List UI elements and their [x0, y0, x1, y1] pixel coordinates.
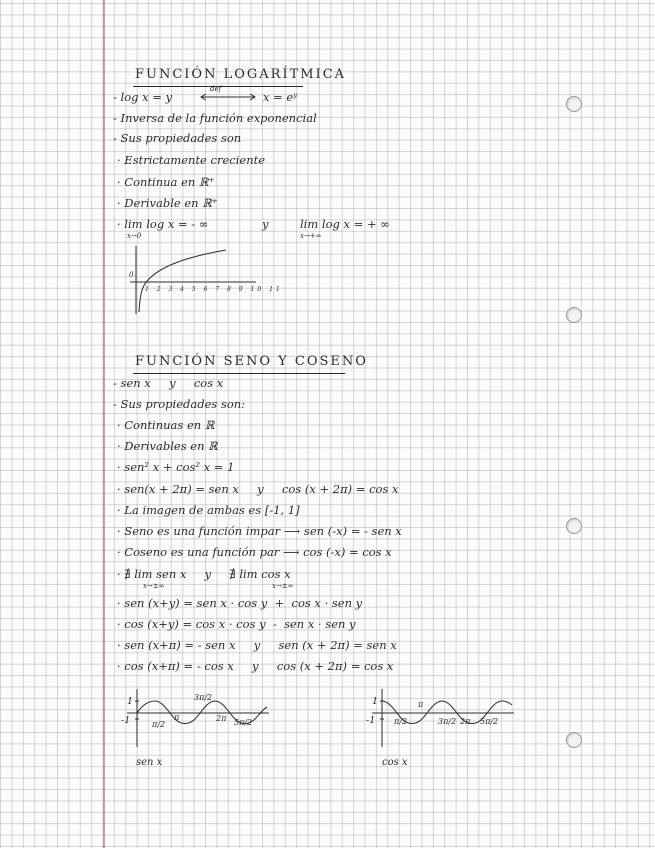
trig-limits-sub: x→±∞	[143, 582, 165, 590]
sen-tick-top: 1	[127, 696, 134, 707]
log-graph	[126, 244, 266, 316]
trig-line: · Coseno es una función par ⟶ cos (-x) = cos x	[117, 545, 392, 559]
sen-caption: sen x	[136, 757, 163, 768]
log-graph-ticks: 1 2 3 4 5 6 7 8 9 10 11	[145, 286, 283, 293]
trig-section-title: FUNCIÓN SENO Y COSENO	[135, 354, 368, 369]
cos-caption: cos x	[382, 757, 408, 768]
binder-hole	[566, 96, 582, 112]
log-inverse: - Inversa de la función exponencial	[113, 111, 317, 125]
trig-limits-sub: x→±∞	[272, 582, 294, 590]
log-property: · Estrictamente creciente	[117, 153, 266, 167]
binder-hole	[566, 307, 582, 323]
log-properties-intro: - Sus propiedades son	[113, 131, 242, 145]
trig-limits: · ∄ lim sen x y ∄ lim cos x	[117, 567, 291, 581]
trig-line: · Derivables en ℝ	[117, 439, 218, 453]
sen-tick-bottom: -1	[121, 715, 131, 726]
sen-label: 2π	[216, 714, 227, 723]
binder-hole	[566, 732, 582, 748]
trig-line: · sen(x + 2π) = sen x y cos (x + 2π) = cos x	[117, 482, 399, 496]
log-section-title: FUNCIÓN LOGARÍTMICA	[135, 67, 347, 82]
log-limit-2: lim log x = + ∞	[300, 217, 390, 231]
log-graph-zero: 0	[129, 271, 134, 279]
cos-label: 3π/2	[438, 717, 457, 726]
cos-label: π	[418, 700, 424, 709]
sen-label: 5π/2	[234, 718, 253, 727]
trig-properties-intro: - Sus propiedades son:	[113, 397, 246, 411]
sen-label: π/2	[152, 720, 166, 729]
cos-tick-bottom: -1	[366, 715, 376, 726]
log-limit-1-sub: x→0	[127, 232, 142, 240]
cos-label: 2π	[460, 717, 471, 726]
log-limit-2-sub: x→+∞	[300, 232, 322, 240]
trig-line: · sen² x + cos² x = 1	[117, 460, 235, 474]
cos-label: 5π/2	[480, 717, 499, 726]
log-definition-left: - log x = y	[113, 90, 173, 104]
binder-hole	[566, 518, 582, 534]
trig-line: · Continuas en ℝ	[117, 418, 215, 432]
trig-intro: - sen x y cos x	[113, 376, 224, 390]
margin-line	[103, 0, 105, 848]
trig-identity: · sen (x+y) = sen x · cos y + cos x · sen y	[117, 596, 363, 610]
cos-tick-top: 1	[372, 696, 379, 707]
trig-line: · La imagen de ambas es [-1, 1]	[117, 503, 300, 517]
sen-label: 3π/2	[194, 693, 213, 702]
log-limit-join: y	[262, 217, 269, 231]
cos-label: π/2	[394, 717, 408, 726]
log-property: · Continua en ℝ⁺	[117, 175, 215, 189]
sen-label: π	[174, 713, 180, 722]
log-definition-right: x = eʸ	[263, 90, 298, 104]
log-limit-1: · lim log x = - ∞	[117, 217, 209, 231]
definition-arrow-label: def	[210, 85, 222, 93]
trig-identity: · cos (x+π) = - cos x y cos (x + 2π) = cos x	[117, 659, 394, 673]
double-arrow-icon	[198, 92, 258, 102]
trig-identity: · cos (x+y) = cos x · cos y - sen x · sen y	[117, 617, 356, 631]
trig-identity: · sen (x+π) = - sen x y sen (x + 2π) = sen x	[117, 638, 397, 652]
title-underline	[133, 373, 345, 374]
trig-line: · Seno es una función impar ⟶ sen (-x) = - sen x	[117, 524, 402, 538]
log-property: · Derivable en ℝ⁺	[117, 196, 218, 210]
